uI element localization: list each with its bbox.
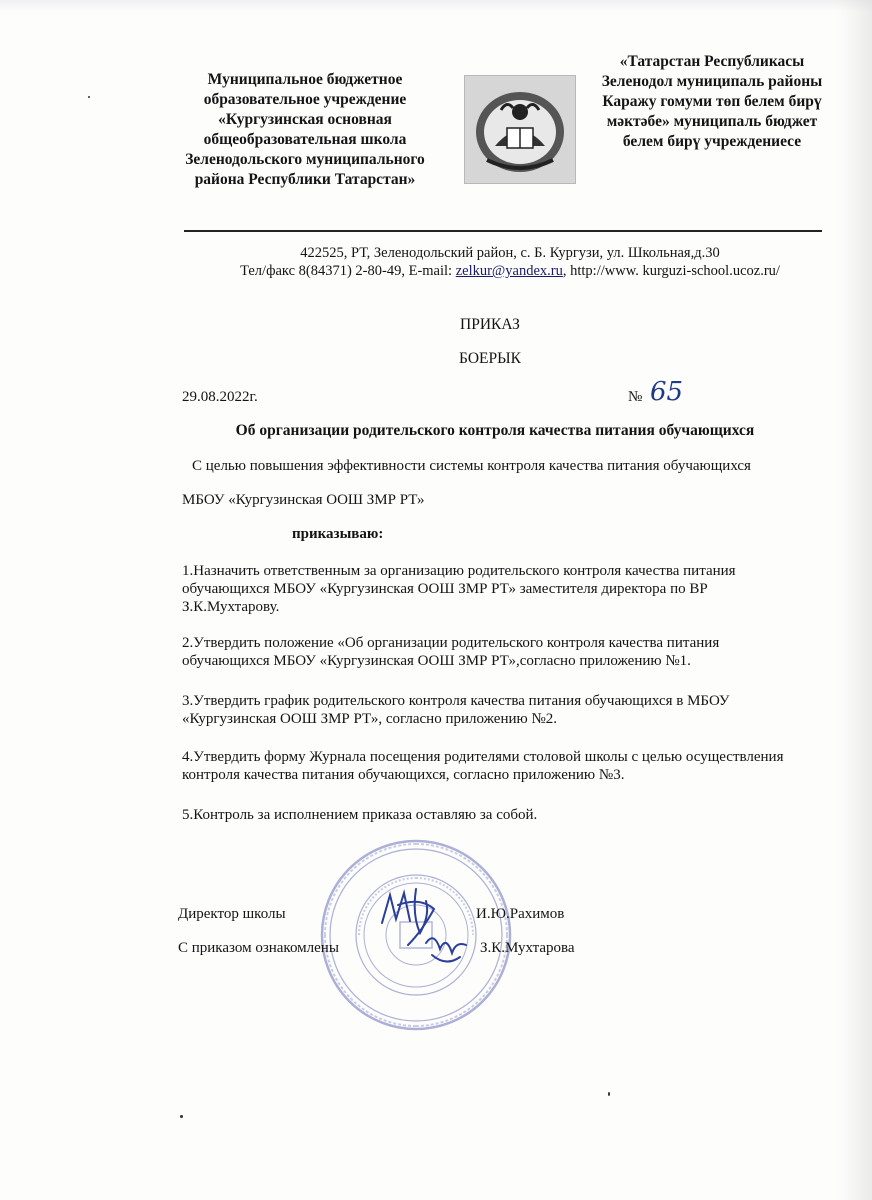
intro-text-continued: МБОУ «Кургузинская ООШ ЗМР РТ» xyxy=(182,492,425,508)
order-item: 1.Назначить ответственным за организацию родительского контроля качества питания обучающихся МБОУ «Кургузинская ООШ ЗМР РТ» заместителя директора по ВР З.К.Мухтарову. xyxy=(182,563,736,615)
email-link[interactable]: zelkur@yandex.ru xyxy=(455,263,563,279)
header-right-org-name xyxy=(576,52,848,152)
header-divider xyxy=(184,230,822,232)
document-title: ПРИКАЗ xyxy=(460,316,520,333)
order-word: приказываю: xyxy=(292,526,384,542)
document-subject: Об организации родительского контроля качества питания обучающихся xyxy=(235,422,755,439)
contact-line xyxy=(150,262,870,280)
document-number-label: № xyxy=(628,389,643,405)
director-name: И.Ю.Рахимов xyxy=(476,906,565,922)
address-line: 422525, РТ, Зеленодольский район, с. Б. Кургузи, ул. Школьная,д.30 xyxy=(300,245,720,261)
order-item: 4.Утвердить форму Журнала посещения родителями столовой школы с целью осуществления контроля качества питания обучающихся, согласно приложению №3. xyxy=(182,749,784,783)
header-left-line: образовательное учреждение xyxy=(203,91,407,108)
acknowledgement-role: С приказом ознакомлены xyxy=(178,940,339,956)
header-left-line: Зеленодольского муниципального xyxy=(185,151,425,168)
document-date: 29.08.2022г. xyxy=(182,389,258,405)
scan-edge xyxy=(0,0,872,12)
header-right-line: «Татарстан Республикасы xyxy=(619,53,805,70)
header-left-line: района Республики Татарстан» xyxy=(194,171,416,188)
scan-edge xyxy=(838,0,872,1200)
header-left-org-name xyxy=(160,70,450,190)
header-right-line: Каражу гомуми төп белем бирү xyxy=(602,93,822,110)
order-item: 2.Утвердить положение «Об организации родительского контроля качества питания обучающихся МБОУ «Кургузинская ООШ ЗМР РТ»,согласно приложению №1. xyxy=(182,635,720,669)
header-right-line: белем бирү учреждениесе xyxy=(622,133,802,150)
phone-text: Тел/факс 8(84371) 2-80-49, E-mail: xyxy=(240,263,456,279)
acknowledged-name: З.К.Мухтарова xyxy=(480,940,575,956)
header-left-line: общеобразовательная школа xyxy=(203,131,407,148)
document-title-tatar: БОЕРЫК xyxy=(459,350,521,367)
handwritten-signature-icon xyxy=(360,875,480,975)
website-text: , http://www. kurguzi-school.ucoz.ru/ xyxy=(562,263,780,279)
header-left-line: «Кургузинская основная xyxy=(218,111,392,128)
header-right-line: мәктәбе» муниципаль бюджет xyxy=(606,113,818,130)
order-item: 3.Утвердить график родительского контроля качества питания обучающихся в МБОУ «Кургузинская ООШ ЗМР РТ», согласно приложению №2. xyxy=(182,693,730,727)
school-emblem-icon xyxy=(464,75,576,184)
header-right-line: Зеленодол муниципаль районы xyxy=(601,73,823,90)
scan-speck xyxy=(608,1092,610,1096)
order-item: 5.Контроль за исполнением приказа оставляю за собой. xyxy=(182,807,538,823)
scan-speck xyxy=(88,96,90,98)
intro-text: С целью повышения эффективности системы контроля качества питания обучающихся xyxy=(192,458,751,474)
document-number: 65 xyxy=(650,377,684,407)
scan-speck xyxy=(180,1115,183,1118)
director-role: Директор школы xyxy=(178,906,286,922)
header-left-line: Муниципальное бюджетное xyxy=(207,71,403,88)
